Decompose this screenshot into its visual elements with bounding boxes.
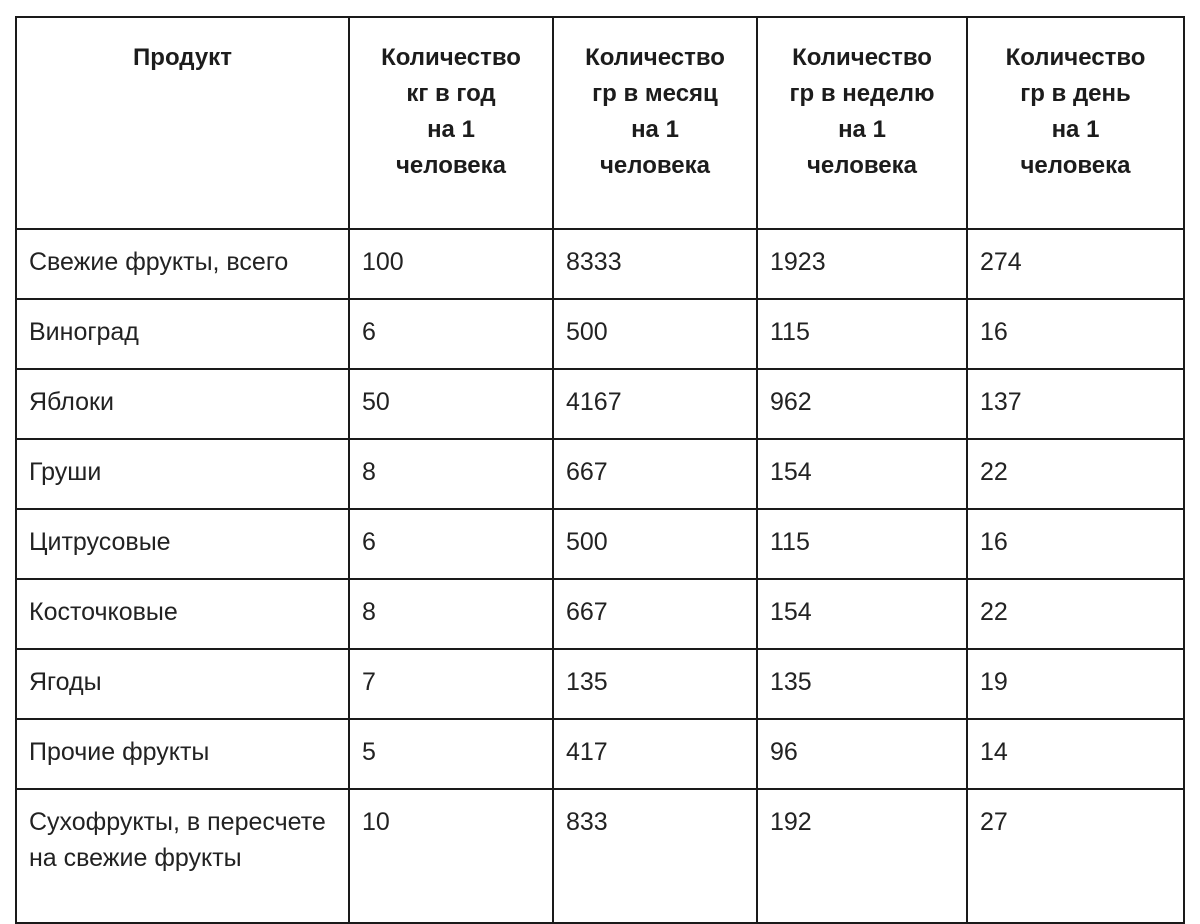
header-row: [16, 17, 1184, 229]
product-cell: Цитрусовые: [16, 509, 349, 579]
g-per-day-cell: 16: [967, 509, 1184, 579]
kg-per-year-cell: 6: [349, 299, 553, 369]
header-line: человека: [1020, 152, 1131, 179]
g-per-day-cell: 137: [967, 369, 1184, 439]
kg-per-year-cell: 8: [349, 439, 553, 509]
product-cell: Груши: [16, 439, 349, 509]
header-kg-per-year: [349, 17, 553, 229]
g-per-week-cell: 96: [757, 719, 967, 789]
table-row: [16, 299, 1184, 369]
g-per-week-cell: 135: [757, 649, 967, 719]
product-cell: Косточковые: [16, 579, 349, 649]
kg-per-year-cell: 7: [349, 649, 553, 719]
g-per-month-cell: 833: [553, 789, 757, 923]
header-line: гр в день: [1020, 80, 1131, 107]
g-per-day-cell: 19: [967, 649, 1184, 719]
header-line: Количество: [381, 44, 521, 71]
table-row: [16, 579, 1184, 649]
product-cell: Виноград: [16, 299, 349, 369]
g-per-day-cell: 14: [967, 719, 1184, 789]
product-cell: Свежие фрукты, всего: [16, 229, 349, 299]
kg-per-year-cell: 100: [349, 229, 553, 299]
header-line: гр в неделю: [789, 80, 935, 107]
g-per-month-cell: 135: [553, 649, 757, 719]
table-row: [16, 369, 1184, 439]
table-row: [16, 229, 1184, 299]
table-row: [16, 439, 1184, 509]
kg-per-year-cell: 10: [349, 789, 553, 923]
header-line: на 1: [631, 116, 679, 143]
g-per-week-cell: 962: [757, 369, 967, 439]
header-line: Количество: [1005, 44, 1146, 71]
g-per-month-cell: 8333: [553, 229, 757, 299]
kg-per-year-cell: 50: [349, 369, 553, 439]
g-per-day-cell: 274: [967, 229, 1184, 299]
header-line: Количество: [585, 44, 725, 71]
g-per-week-cell: 115: [757, 299, 967, 369]
g-per-day-cell: 27: [967, 789, 1184, 923]
header-line: гр в месяц: [592, 80, 718, 107]
g-per-week-cell: 192: [757, 789, 967, 923]
table-row: [16, 509, 1184, 579]
g-per-day-cell: 22: [967, 439, 1184, 509]
header-line: человека: [395, 152, 506, 179]
header-product: [16, 17, 349, 229]
kg-per-year-cell: 5: [349, 719, 553, 789]
header-line: Количество: [792, 44, 932, 71]
table-row: [16, 719, 1184, 789]
header-g-per-week: [757, 17, 967, 229]
product-cell: Ягоды: [16, 649, 349, 719]
product-cell: Сухофрукты, в пересчете на свежие фрукты: [16, 789, 349, 923]
kg-per-year-cell: 6: [349, 509, 553, 579]
g-per-month-cell: 500: [553, 299, 757, 369]
header-product-line: Продукт: [133, 44, 232, 71]
product-cell: Яблоки: [16, 369, 349, 439]
g-per-day-cell: 16: [967, 299, 1184, 369]
product-cell: Прочие фрукты: [16, 719, 349, 789]
header-g-per-day: [967, 17, 1184, 229]
kg-per-year-cell: 8: [349, 579, 553, 649]
g-per-week-cell: 115: [757, 509, 967, 579]
g-per-week-cell: 154: [757, 579, 967, 649]
g-per-month-cell: 667: [553, 579, 757, 649]
g-per-month-cell: 417: [553, 719, 757, 789]
header-line: на 1: [838, 116, 886, 143]
header-line: кг в год: [406, 80, 496, 107]
header-g-per-month: [553, 17, 757, 229]
g-per-month-cell: 4167: [553, 369, 757, 439]
table-row: [16, 789, 1184, 923]
g-per-week-cell: 1923: [757, 229, 967, 299]
header-line: человека: [806, 152, 917, 179]
g-per-day-cell: 22: [967, 579, 1184, 649]
header-line: человека: [599, 152, 710, 179]
g-per-month-cell: 667: [553, 439, 757, 509]
table-row: [16, 649, 1184, 719]
fruit-consumption-table: [15, 16, 1185, 924]
g-per-week-cell: 154: [757, 439, 967, 509]
header-line: на 1: [427, 116, 475, 143]
g-per-month-cell: 500: [553, 509, 757, 579]
header-line: на 1: [1051, 116, 1100, 143]
